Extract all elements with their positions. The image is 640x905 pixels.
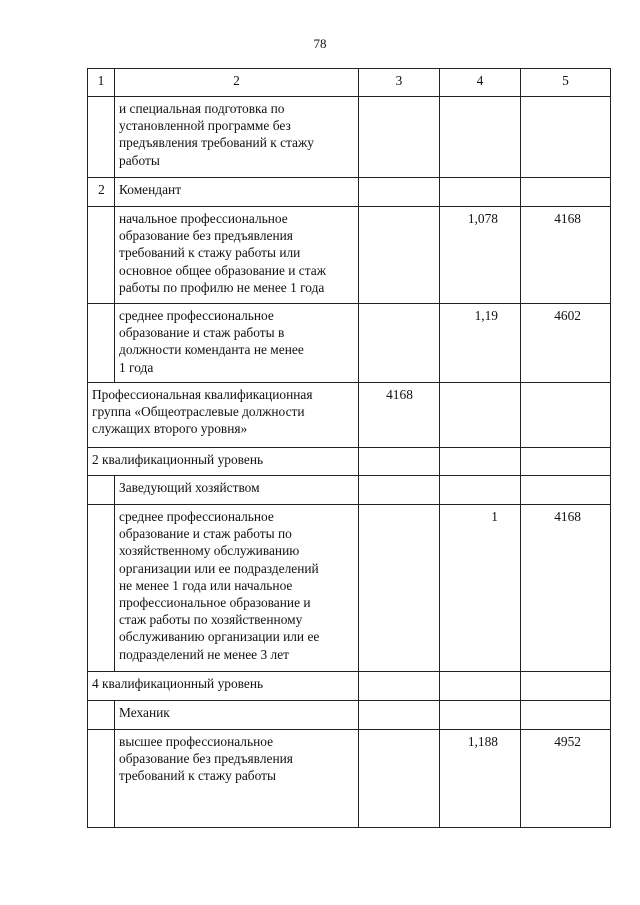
table-row	[88, 505, 611, 672]
column-header: 2	[115, 69, 359, 97]
column-header: 1	[88, 69, 115, 97]
table-row	[88, 178, 611, 207]
column-header: 5	[521, 69, 611, 97]
position-title: Заведующий хозяйством	[115, 476, 359, 505]
salary: 4168	[521, 207, 611, 304]
salary-table	[87, 68, 611, 828]
qualification-requirements: среднее профессиональное образование и стаж работы по хозяйственному обслуживанию организации или ее подразделений не менее 1 года или начальное профессиональное образование и стаж работы по хозяйственному обслуживанию организации или ее подразделений не менее 3 лет	[115, 505, 359, 672]
column-header: 4	[440, 69, 521, 97]
salary: 4952	[521, 730, 611, 828]
coefficient: 1,078	[440, 207, 521, 304]
qualification-level: 4 квалификационный уровень	[88, 672, 359, 701]
coefficient: 1,188	[440, 730, 521, 828]
position-title: Комендант	[115, 178, 359, 207]
position-title: Механик	[115, 701, 359, 730]
table-header-row	[88, 69, 611, 97]
table-row	[88, 207, 611, 304]
table-row	[88, 730, 611, 828]
salary: 4168	[521, 505, 611, 672]
qualification-level: 2 квалификационный уровень	[88, 448, 359, 476]
professional-group-title: Профессиональная квалификационная группа «Общеотраслевые должности служащих второго уровня»	[88, 383, 359, 448]
table-row	[88, 304, 611, 383]
salary: 4602	[521, 304, 611, 383]
table-row	[88, 672, 611, 701]
qualification-requirements: высшее профессиональное образование без предъявления требований к стажу работы	[115, 730, 359, 828]
table-row	[88, 448, 611, 476]
page-number: 78	[313, 36, 327, 51]
table-row	[88, 383, 611, 448]
table-row	[88, 701, 611, 730]
qualification-requirements: среднее профессиональное образование и стаж работы в должности коменданта не менее 1 года	[115, 304, 359, 383]
qualification-requirements: и специальная подготовка по установленной программе без предъявления требований к стажу работы	[115, 97, 359, 178]
base-salary: 4168	[359, 383, 440, 448]
table-row	[88, 476, 611, 505]
qualification-requirements: начальное профессиональное образование без предъявления требований к стажу работы или основное общее образование и стаж работы по профилю не менее 1 года	[115, 207, 359, 304]
column-header: 3	[359, 69, 440, 97]
coefficient: 1	[440, 505, 521, 672]
table-row	[88, 97, 611, 178]
coefficient: 1,19	[440, 304, 521, 383]
position-number: 2	[88, 178, 115, 207]
